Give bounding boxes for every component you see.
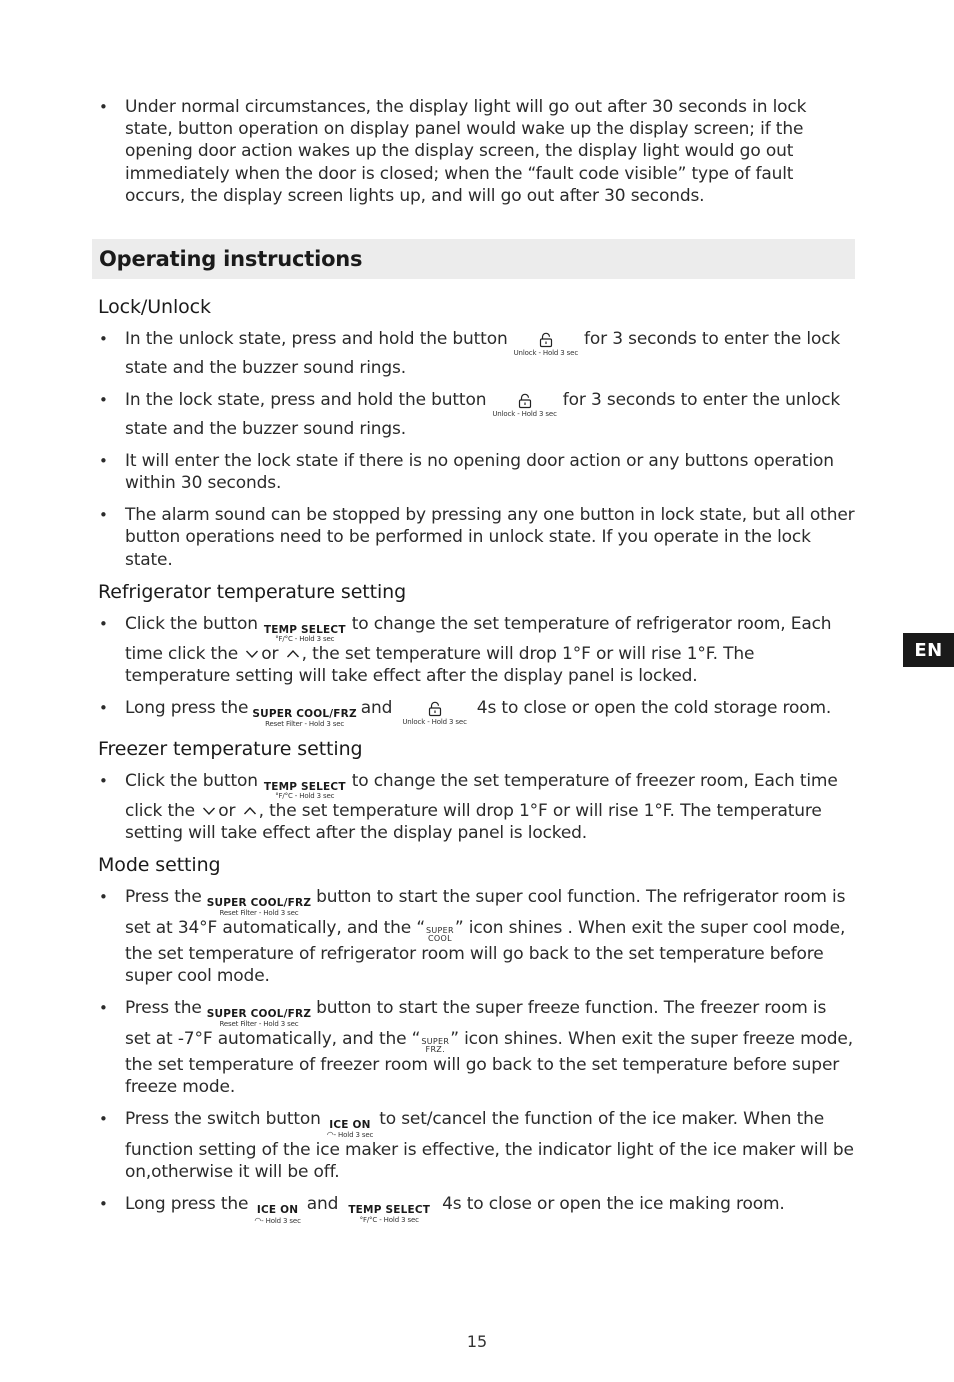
button-caption: - Hold 3 sec [333, 1131, 374, 1140]
text-span: and [306, 1194, 339, 1215]
text-span: The alarm sound can be stopped by pressing any one button in lock state, but all other button operations need to be performed in unlock state. If you operate in the lock state. [125, 505, 855, 570]
temp-select-button-glyph [348, 1205, 430, 1224]
lock-list [98, 328, 856, 571]
text-span: ” icon shines . When exit the super cool mode, the set temperature of refrigerator room will go back to the set temperature before super cool mode. [125, 917, 846, 987]
super-cool-button-glyph [207, 1009, 311, 1028]
button-caption: Reset Filter - Hold 3 sec [219, 1019, 299, 1028]
section-header [92, 239, 855, 279]
text-span: to change the set temperature of refrigerator room, Each time click the [125, 613, 832, 665]
freezer-heading: Freezer temperature setting [98, 737, 363, 760]
unlock-button-glyph [514, 332, 578, 357]
fridge-heading: Refrigerator temperature setting [98, 580, 407, 603]
wifi-icon: ◠ [326, 1130, 334, 1140]
button-caption: Reset Filter - Hold 3 sec [265, 719, 345, 728]
text-span: Click the button [125, 613, 258, 634]
page-number: 15 [466, 1332, 488, 1351]
button-caption: - Hold 3 sec [261, 1216, 301, 1225]
indicator-label: FRZ. [425, 1044, 445, 1054]
text-span: for 3 seconds to enter the lock state and the buzzer sound rings. [125, 329, 841, 379]
text-span: Press the switch button [125, 1108, 321, 1129]
indicator-label: SUPER [421, 1036, 450, 1046]
list-item [98, 389, 856, 440]
section-title: Operating instructions [99, 247, 363, 272]
text-span: Click the button [125, 770, 258, 791]
intro-text: Under normal circumstances, the display light will go out after 30 seconds in lock state, button operation on display panel would wake up the display screen; if the opening door action wakes up the display screen, the display light would go out immediately when the door is closed; when the “fault code visible” type of fault occurs, the display screen lights up, and will go out after 30 seconds. [125, 97, 807, 206]
text-span: Long press the [125, 1194, 249, 1215]
list-item [98, 697, 856, 728]
button-caption: Unlock - Hold 3 sec [402, 718, 467, 727]
text-span: button to start the super cool function. The refrigerator room is set at 34°F automatically, and the “ [125, 887, 846, 938]
list-item [98, 613, 856, 688]
text-span: , the set temperature will drop 1°F or will rise 1°F. The temperature setting will take effect after the display panel is locked. [125, 644, 755, 687]
wifi-icon: ◠ [254, 1215, 262, 1225]
list-item [98, 997, 856, 1098]
text-span: In the unlock state, press and hold the button [125, 329, 508, 350]
indicator-label: COOL [428, 933, 452, 943]
super-cool-button-glyph [207, 898, 311, 917]
text-span: , the set temperature will drop 1°F or will rise 1°F. The temperature setting will take effect after the display panel is locked. [125, 801, 822, 844]
text-span: for 3 seconds to enter the unlock state and the buzzer sound rings. [125, 390, 841, 440]
button-caption-row [327, 1131, 373, 1139]
list-item [98, 96, 856, 207]
button-label: SUPER COOL/FRZ [252, 708, 357, 721]
list-item [98, 770, 856, 845]
page-content [98, 96, 856, 1235]
button-caption: °F/°C - Hold 3 sec [359, 1215, 419, 1224]
chevron-down-icon [202, 806, 216, 816]
temp-select-button-glyph [264, 782, 346, 801]
button-caption: Unlock - Hold 3 sec [513, 349, 579, 358]
mode-heading: Mode setting [98, 854, 221, 877]
ice-on-button-glyph [327, 1120, 373, 1140]
text-span: or [218, 801, 236, 822]
intro-list [98, 96, 856, 207]
super-cool-button-glyph [252, 709, 356, 728]
super-cool-indicator-icon [426, 927, 454, 943]
button-label: TEMP SELECT [348, 1204, 431, 1217]
text-span: Long press the [125, 698, 249, 719]
text-span: to change the set temperature of freezer room, Each time click the [125, 770, 838, 822]
button-label: ICE ON [256, 1204, 299, 1217]
ice-on-button-glyph [254, 1205, 300, 1225]
lock-heading: Lock/Unlock [98, 296, 211, 319]
text-span: button to start the super freeze function. The freezer room is set at -7°F automatically, and the “ [125, 998, 827, 1049]
unlock-button-glyph [402, 701, 466, 726]
list-item [98, 504, 856, 571]
super-freeze-indicator-icon [421, 1038, 449, 1054]
freezer-list [98, 770, 856, 845]
chevron-up-icon [286, 649, 300, 659]
button-caption: Unlock - Hold 3 sec [492, 410, 557, 419]
lock-icon [517, 393, 533, 409]
chevron-up-icon [243, 806, 257, 816]
button-caption-row [254, 1217, 300, 1225]
lock-icon [538, 332, 554, 348]
language-tab: EN [903, 633, 954, 667]
text-span: ” icon shines. When exit the super freeze mode, the set temperature of freezer room will go back to the set temperature before super freeze mode. [125, 1028, 853, 1097]
text-span: Press the [125, 887, 202, 908]
text-span: It will enter the lock state if there is no opening door action or any buttons operation within 30 seconds. [125, 451, 834, 494]
unlock-button-glyph [492, 393, 556, 418]
text-span: 4s to close or open the ice making room. [442, 1194, 785, 1215]
lock-icon [427, 701, 443, 717]
text-span: to set/cancel the function of the ice maker. When the function setting of the ice maker is effective, the indicator light of the ice maker will be on,otherwise it will be off. [125, 1108, 854, 1183]
temp-select-button-glyph [264, 625, 346, 644]
button-caption: Reset Filter - Hold 3 sec [219, 908, 299, 917]
button-caption: °F/°C - Hold 3 sec [275, 792, 335, 801]
text-span: or [261, 644, 279, 665]
button-label: TEMP SELECT [263, 623, 346, 636]
list-item [98, 1108, 856, 1184]
button-label: SUPER COOL/FRZ [206, 897, 312, 910]
indicator-label: SUPER [426, 925, 454, 935]
text-span: 4s to close or open the cold storage room. [476, 698, 832, 719]
button-label: TEMP SELECT [263, 780, 346, 793]
mode-list [98, 886, 856, 1225]
text-span: In the lock state, press and hold the button [125, 390, 487, 411]
list-item [98, 886, 856, 987]
button-caption: °F/°C - Hold 3 sec [275, 635, 335, 644]
list-item [98, 450, 856, 494]
text-span: and [360, 698, 393, 719]
list-item [98, 1193, 856, 1225]
button-label: ICE ON [329, 1118, 371, 1131]
button-label: SUPER COOL/FRZ [206, 1008, 312, 1021]
fridge-list [98, 613, 856, 728]
list-item [98, 328, 856, 379]
chevron-down-icon [245, 649, 259, 659]
text-span: Press the [125, 998, 202, 1019]
